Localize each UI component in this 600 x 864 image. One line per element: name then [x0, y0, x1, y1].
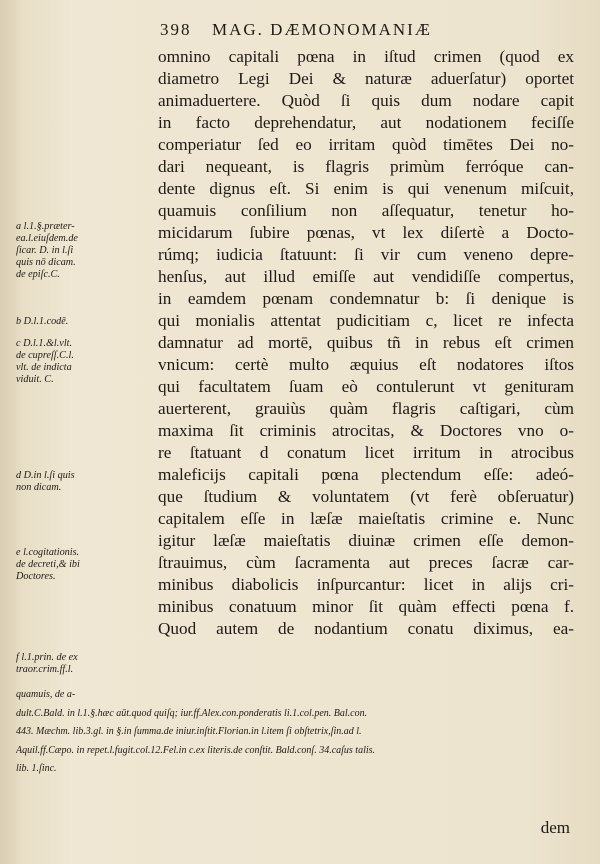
text-line: diametro Legi Dei & naturæ aduerſatur) oportet — [158, 69, 574, 88]
margin-note-line: de decreti,& ibi — [16, 559, 80, 570]
text-line: re ſtatuant d conatum licet irritum in atrocibus — [158, 443, 574, 462]
margin-note-line: vlt. de indicta — [16, 362, 72, 373]
margin-note-d — [16, 470, 161, 494]
text-line: rúmq; iudicia ſtatuunt: ſi vir cum veneno depre- — [158, 245, 574, 264]
margin-note-line: e l.cogitationis. — [16, 547, 80, 558]
text-line: dente dignus eſt. Si enim is qui venenum miſcuit, — [158, 179, 574, 198]
running-title: MAG. DÆMONOMANIÆ — [212, 20, 432, 39]
text-line: henſus, aut illud emiſſe aut vendidiſſe compertus, — [158, 267, 574, 286]
text-line: capitalem eſſe in læſæ maieſtatis crimine e. Nunc — [158, 509, 574, 528]
margin-note-line: de epiſc.C. — [16, 269, 60, 280]
margin-note-line: a l.1.§.præter- — [16, 221, 75, 232]
footnote-line: lib. 1.ſinc. — [16, 763, 57, 774]
footnote-line: Aquil.ff.Cæpo. in repet.l.fugit.col.12.Fel.in c.ex literis.de conſtit. Bald.conſ. 34.caſus talis. — [16, 744, 376, 756]
margin-note-line: de cupreſſ.C.l. — [16, 350, 74, 361]
text-line: qui monialis attentat pudicitiam c, licet re infecta — [158, 311, 574, 330]
text-line: igitur læſæ maieſtatis diuinæ crimen eſſe demon- — [158, 531, 574, 550]
margin-note-line: b D.l.1.codē. — [16, 316, 69, 327]
text-line: dari nequeant, is flagris primùm ferróque can- — [158, 157, 574, 176]
margin-note-line: Doctores. — [16, 571, 56, 582]
margin-note-line: c D.l.1.&l.vlt. — [16, 338, 73, 349]
margin-note-a — [16, 221, 161, 281]
main-text-block — [158, 46, 574, 640]
margin-note-line: ea.l.eiuſdem.de — [16, 233, 78, 244]
footnote-block — [16, 686, 596, 779]
text-line: animaduertere. Quòd ſi quis dum nodare capit — [158, 91, 574, 110]
catchword: dem — [540, 818, 570, 837]
text-line: Quod autem de nodantium conatu diximus, ea- — [158, 619, 574, 638]
margin-note-c — [16, 338, 161, 386]
text-line: in facto deprehendatur, aut nodationem feciſſe — [158, 113, 574, 132]
margin-note-b — [16, 316, 161, 328]
text-line: maleficijs capitali pœna plectendum eſſe: adeó- — [158, 465, 574, 484]
text-line: qui facultatem ſuam eò contulerunt vt genituram — [158, 377, 574, 396]
margin-note-f — [16, 652, 161, 676]
margin-note-line: d D.in l.ſi quis — [16, 470, 75, 481]
text-line: omnino capitali pœna in iſtud crimen (quod ex — [158, 47, 574, 66]
margin-note-e — [16, 547, 161, 583]
text-line: ſtrauimus, cùm ſacramenta aut preces ſacræ car- — [158, 553, 574, 572]
text-line: comperiatur ſed eo irritam quòd timētes Dei no- — [158, 135, 574, 154]
margin-note-line: quis nō dicam. — [16, 257, 76, 268]
text-line: micidarum ſubire pœnas, vt lex diſertè a Docto- — [158, 223, 574, 242]
text-line: minibus diabolicis inſpurcantur: licet in alijs cri- — [158, 575, 574, 594]
text-line: maxima ſit criminis atrocitas, & Doctores vno o- — [158, 421, 574, 440]
footnote-line: dult.C.Bald. in l.1.§.hæc aūt.quod quiſq; iur.ff.Alex.con.ponderatis li.1.col.pen. Bal.con. — [16, 707, 368, 719]
page-number: 398 — [160, 20, 192, 39]
margin-note-line: viduit. C. — [16, 374, 54, 385]
margin-note-line: f l.1.prin. de ex — [16, 652, 78, 663]
footnote-line: quamuis, de a- — [16, 689, 76, 700]
margin-note-line: traor.crim.ff.l. — [16, 664, 74, 675]
footnote-line: 443. Mæchm. lib.3.gl. in §.in ſumma.de iniur.inſtit.Florian.in l.item ſi obſtetrix,ſin.ad l. — [16, 726, 362, 737]
text-line: damnatur ad mortē, quibus tñ in rebus eſt crimen — [158, 333, 574, 352]
text-line: in eamdem pœnam condemnatur b: ſi denique is — [158, 289, 574, 308]
text-line: auerterent, grauiùs quàm flagris caſtigari, cùm — [158, 399, 574, 418]
text-line: vnicum: certè multo æquius eſt nodatores iſtos — [158, 355, 574, 374]
text-line: quamuis conſilium non aſſequatur, tenetur ho- — [158, 201, 574, 220]
text-line: que ſtudium & voluntatem (vt ferè obſeruatur) — [158, 487, 574, 506]
text-line: minibus conatuum minor ſit quàm effecti pœna f. — [158, 597, 574, 616]
margin-note-line: non dicam. — [16, 482, 62, 493]
page-header — [160, 20, 580, 40]
margin-note-line: ſicar. D. in l.ſi — [16, 245, 74, 256]
